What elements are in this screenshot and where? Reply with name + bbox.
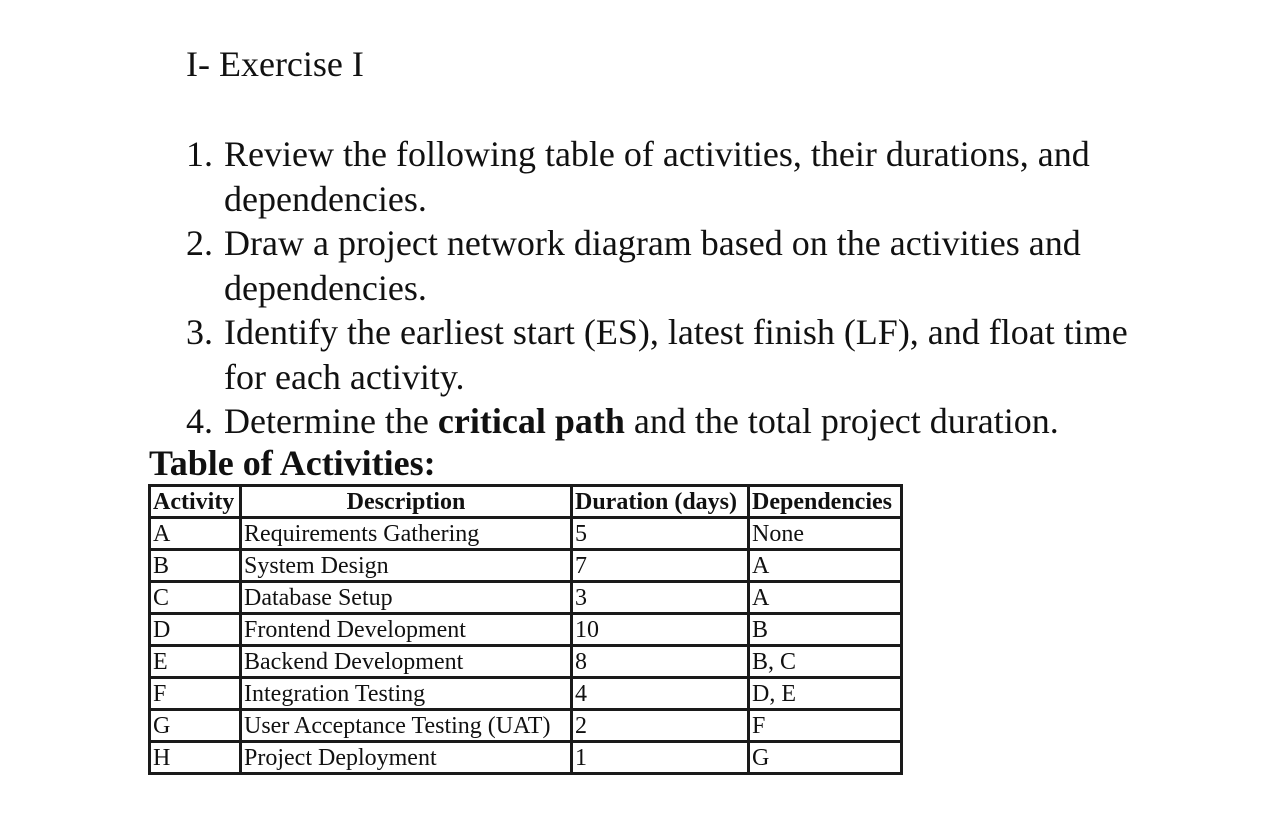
cell-description: Requirements Gathering <box>241 518 572 550</box>
instruction-text: Review the following table of activities, their durations, and dependencies. <box>224 134 1090 219</box>
instruction-item <box>186 399 1176 444</box>
cell-description: Database Setup <box>241 582 572 614</box>
cell-duration: 2 <box>572 710 749 742</box>
cell-activity: E <box>150 646 241 678</box>
cell-duration: 5 <box>572 518 749 550</box>
table-row <box>150 710 902 742</box>
cell-activity: G <box>150 710 241 742</box>
header-activity: Activity <box>150 486 241 518</box>
table-header-row <box>150 486 902 518</box>
instruction-number: 4. <box>186 401 213 441</box>
cell-duration: 10 <box>572 614 749 646</box>
table-row <box>150 518 902 550</box>
table-row <box>150 646 902 678</box>
table-title: Table of Activities: <box>149 443 436 483</box>
header-dependencies: Dependencies <box>749 486 902 518</box>
instruction-text: Draw a project network diagram based on the activities and dependencies. <box>224 223 1081 308</box>
cell-activity: D <box>150 614 241 646</box>
critical-path-emphasis: critical path <box>437 401 625 441</box>
cell-activity: A <box>150 518 241 550</box>
cell-dependencies: A <box>749 550 902 582</box>
activities-table <box>148 484 903 775</box>
table-row <box>150 742 902 774</box>
cell-dependencies: G <box>749 742 902 774</box>
cell-description: Integration Testing <box>241 678 572 710</box>
instruction-item <box>186 132 1176 221</box>
cell-description: System Design <box>241 550 572 582</box>
instruction-number: 3. <box>186 312 213 352</box>
cell-duration: 3 <box>572 582 749 614</box>
table-row <box>150 582 902 614</box>
instruction-text-pre: Determine the <box>224 401 438 441</box>
cell-dependencies: D, E <box>749 678 902 710</box>
cell-description: User Acceptance Testing (UAT) <box>241 710 572 742</box>
cell-duration: 7 <box>572 550 749 582</box>
cell-description: Backend Development <box>241 646 572 678</box>
cell-dependencies: B <box>749 614 902 646</box>
cell-dependencies: None <box>749 518 902 550</box>
instruction-item <box>186 310 1176 399</box>
instruction-list <box>186 132 1176 444</box>
instruction-text-post: and the total project duration. <box>624 401 1059 441</box>
header-description: Description <box>241 486 572 518</box>
instruction-number: 2. <box>186 223 213 263</box>
cell-duration: 8 <box>572 646 749 678</box>
cell-activity: F <box>150 678 241 710</box>
cell-dependencies: A <box>749 582 902 614</box>
instruction-item <box>186 221 1176 310</box>
cell-duration: 4 <box>572 678 749 710</box>
exercise-heading: I- Exercise I <box>186 44 364 84</box>
cell-activity: C <box>150 582 241 614</box>
instruction-text: Identify the earliest start (ES), latest finish (LF), and float time for each activity. <box>224 312 1128 397</box>
table-row <box>150 550 902 582</box>
cell-description: Frontend Development <box>241 614 572 646</box>
instruction-number: 1. <box>186 134 213 174</box>
header-duration: Duration (days) <box>572 486 749 518</box>
cell-duration: 1 <box>572 742 749 774</box>
cell-activity: B <box>150 550 241 582</box>
cell-dependencies: F <box>749 710 902 742</box>
table-row <box>150 614 902 646</box>
cell-activity: H <box>150 742 241 774</box>
cell-dependencies: B, C <box>749 646 902 678</box>
cell-description: Project Deployment <box>241 742 572 774</box>
table-row <box>150 678 902 710</box>
